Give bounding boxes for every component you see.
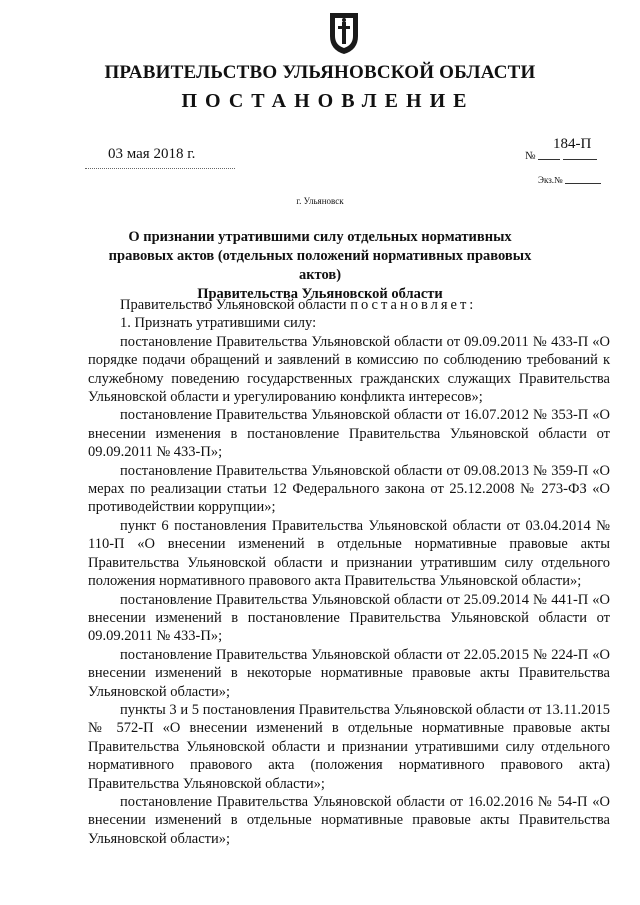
list-item: постановление Правительства Ульяновской области от 16.07.2012 № 353-П «О внесении изменения в постановление Правительства Ульяновской области от 09.09.2011 № 433-П»; xyxy=(88,407,610,461)
intro-text: Правительство Ульяновской области xyxy=(120,297,347,313)
number-label: № xyxy=(525,150,536,162)
date-underline xyxy=(85,168,235,169)
intro-paragraph xyxy=(88,296,610,314)
list-item: пункты 3 и 5 постановления Правительства Ульяновской области от 13.11.2015 № 572-П «О внесении изменений в отдельные нормативные правовые акты Правительства Ульяновской области и признании утратившими силу отдельного нормативного правового акта (положения нормативного правового акта) Правительства Ульяновской области»; xyxy=(88,701,610,792)
intro-resolves: постановляет: xyxy=(350,297,477,313)
list-item: постановление Правительства Ульяновской области от 22.05.2015 № 224-П «О внесении изменений в некоторые нормативные правовые акты Правительства Ульяновской области»; xyxy=(88,646,610,700)
paragraph-1: 1. Признать утратившими силу: xyxy=(120,315,317,332)
coat-of-arms-icon xyxy=(327,10,361,56)
number-line-right xyxy=(563,159,597,160)
list-item: пункт 6 постановления Правительства Ульяновской области от 03.04.2014 № 110-П «О внесении изменений в отдельные нормативные правовые акты Правительства Ульяновской области и признании утратившим силу отдельного положения нормативного правового акта Правительства Ульяновской области»; xyxy=(88,517,610,590)
list-item: постановление Правительства Ульяновской области от 09.08.2013 № 359-П «О мерах по реализации статьи 12 Федерального закона от 25.12.2008 № 273-ФЗ «О противодействии коррупции»; xyxy=(88,462,610,516)
city: г. Ульяновск xyxy=(296,196,344,206)
title-line-2: правовых актов (отдельных положений нормативных правовых актов) xyxy=(108,248,532,283)
list-item: постановление Правительства Ульяновской области от 25.09.2014 № 441-П «О внесении изменений в постановление Правительства Ульяновской области от 09.09.2011 № 433-П»; xyxy=(88,591,610,645)
document-date: 03 мая 2018 г. xyxy=(108,146,196,162)
document-type: ПОСТАНОВЛЕНИЕ xyxy=(181,90,475,112)
copy-label: Экз.№ xyxy=(538,175,563,185)
title-line-1: О признании утратившими силу отдельных нормативных xyxy=(128,229,512,245)
copy-line xyxy=(565,183,601,184)
government-name: ПРАВИТЕЛЬСТВО УЛЬЯНОВСКОЙ ОБЛАСТИ xyxy=(104,62,536,83)
document-body xyxy=(88,296,610,848)
number-line-left xyxy=(538,159,560,160)
list-item: постановление Правительства Ульяновской области от 09.09.2011 № 433-П «О порядке подачи обращений и заявлений в комиссию по соблюдению требований к служебному поведению государственных гражданских служащих Правительства Ульяновской области и урегулированию конфликта интересов»; xyxy=(88,333,610,406)
document-title xyxy=(100,228,540,304)
list-item: постановление Правительства Ульяновской области от 16.02.2016 № 54-П «О внесении изменений в отдельные нормативные правовые акты Правительства Ульяновской области»; xyxy=(88,793,610,847)
title-line-3: Правительства Ульяновской области xyxy=(197,286,443,302)
document-number: 184-П xyxy=(553,136,592,152)
